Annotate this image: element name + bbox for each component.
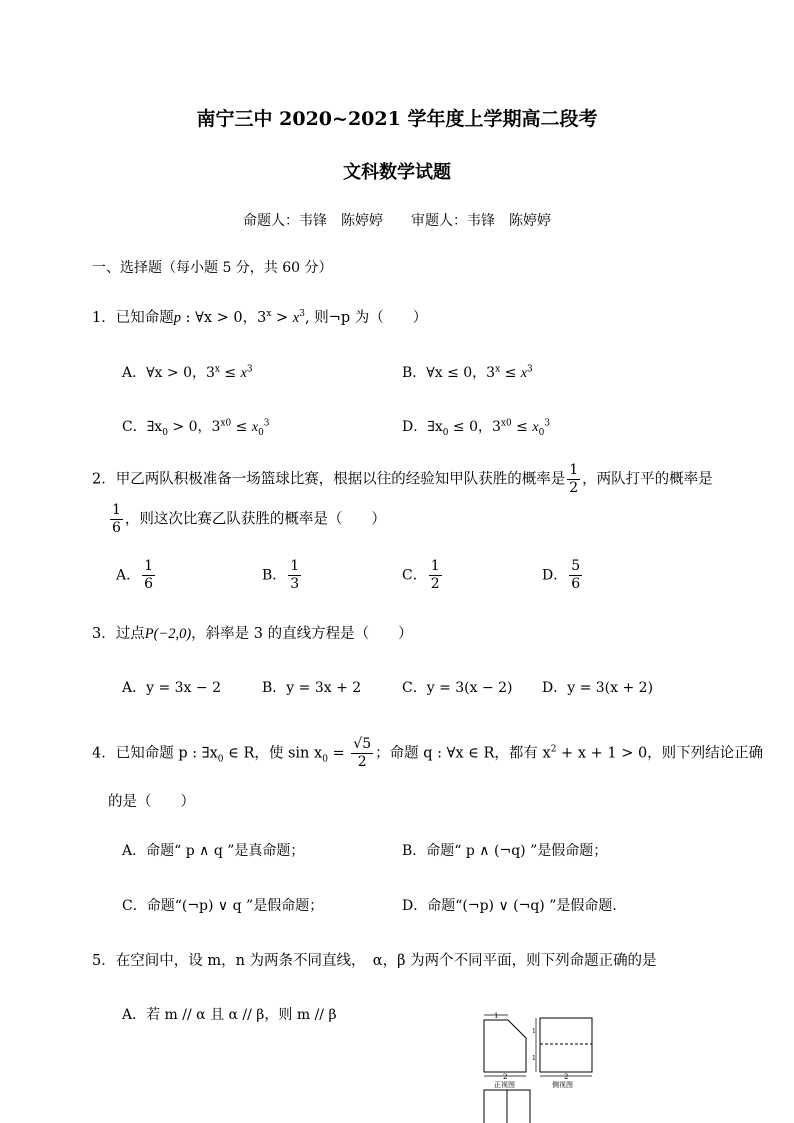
q3-point: P(−2,0) [144, 626, 192, 642]
q2-option-a[interactable]: A． $\frac{1}{6}$ [116, 558, 154, 592]
q5-option-a[interactable]: A．若 m // α 且 α // β，则 m // β [122, 1007, 337, 1023]
section-heading: 一、选择题（每小题 5 分，共 60 分） [92, 260, 333, 276]
q2-option-d[interactable]: D． $\frac{5}{6}$ [542, 558, 581, 592]
q2-frac-1: $\frac{1}{2}$ [569, 462, 579, 496]
q2-option-b[interactable]: B． $\frac{1}{3}$ [262, 558, 300, 592]
front-view-label: 正视图 [494, 1081, 515, 1089]
q3-option-b[interactable]: B．y = 3x + 2 [262, 680, 362, 696]
q1-p: p [173, 310, 181, 326]
dim-bottom-label: 2 [503, 1073, 508, 1081]
authors-line: 命题人：韦锋 陈婷婷 审题人：韦锋 陈婷婷 [243, 213, 551, 229]
question-1: 1．已知命题p : ∀x > 0，$3^x > x^3$, 则¬p 为（ ） [92, 309, 428, 326]
q4-option-a[interactable]: A．命题“ p ∧ q ”是真命题； [122, 843, 305, 859]
dim-top-label: 1 [494, 1012, 499, 1020]
question-3: 3．过点P(−2,0)，斜率是 3 的直线方程是（ ） [92, 626, 413, 642]
q1-option-d[interactable]: D．$\exists x_0 \le 0$，$3^{x0} \le x_0^3$ [402, 418, 551, 438]
question-4-line2: 的是（ ） [108, 794, 195, 810]
q4-option-d[interactable]: D．命题“(¬p) ∨ (¬q) ”是假命题． [402, 898, 627, 914]
question-2-line1: 2．甲乙两队积极准备一场篮球比赛，根据以往的经验知甲队获胜的概率是 $\frac{1}{2}$ ，两队打平的概率是 [92, 462, 713, 496]
dim-side-a-label: 1 [532, 1028, 536, 1035]
question-2-line2: $\frac{1}{6}$ ，则这次比赛乙队获胜的概率是（ ） [112, 502, 386, 536]
q2-frac-2: $\frac{1}{6}$ [112, 502, 121, 536]
question-5: 5．在空间中，设 m，n 为两条不同直线， α，β 为两个不同平面，则下列命题正确的是 [92, 953, 657, 969]
q3-option-d[interactable]: D．y = 3(x + 2) [542, 680, 654, 696]
q3-option-a[interactable]: A．y = 3x − 2 [122, 680, 221, 696]
dim-side-b-label: 1 [532, 1055, 536, 1062]
q1-option-b[interactable]: B．∀x ≤ 0，$3^x \le x^3$ [402, 364, 533, 381]
q3-option-c[interactable]: C．y = 3(x − 2) [402, 680, 513, 696]
q4-option-b[interactable]: B．命题“ p ∧ (¬q) ”是假命题； [402, 843, 608, 859]
question-4-line1: 4．已知命题 p : $\exists x_0$ ∈ R，使 $\sin x_0$ = $\frac{√5}{2}$ ；命题 q : ∀x ∈ R，都有 $x^2 + x + 1 > 0$，则下列结论正确 [92, 736, 764, 770]
q4-option-c[interactable]: C．命题“(¬p) ∨ q ”是假命题； [122, 898, 324, 914]
q1-num: 1．已知命题 [92, 310, 174, 326]
dim-side-bottom-label: 2 [564, 1073, 569, 1081]
q2-option-c[interactable]: C． $\frac{1}{2}$ [402, 558, 440, 592]
q1-option-a[interactable]: A．∀x > 0，$3^x \le x^3$ [122, 364, 253, 381]
q1-option-c[interactable]: C．$\exists x_0 > 0$，$3^{x0} \le x_0^3$ [122, 418, 270, 438]
q1-rest: 则¬p 为（ ） [314, 310, 428, 326]
page-title: 南宁三中 2020~2021 学年度上学期高二段考 [196, 108, 598, 130]
three-view-figure [478, 1008, 602, 1123]
page-subtitle: 文科数学试题 [343, 162, 451, 183]
q1-cond: ∀x > 0，3 [195, 310, 267, 326]
side-view-label: 侧视图 [552, 1081, 573, 1089]
q4-frac: $\frac{√5}{2}$ [353, 736, 372, 770]
